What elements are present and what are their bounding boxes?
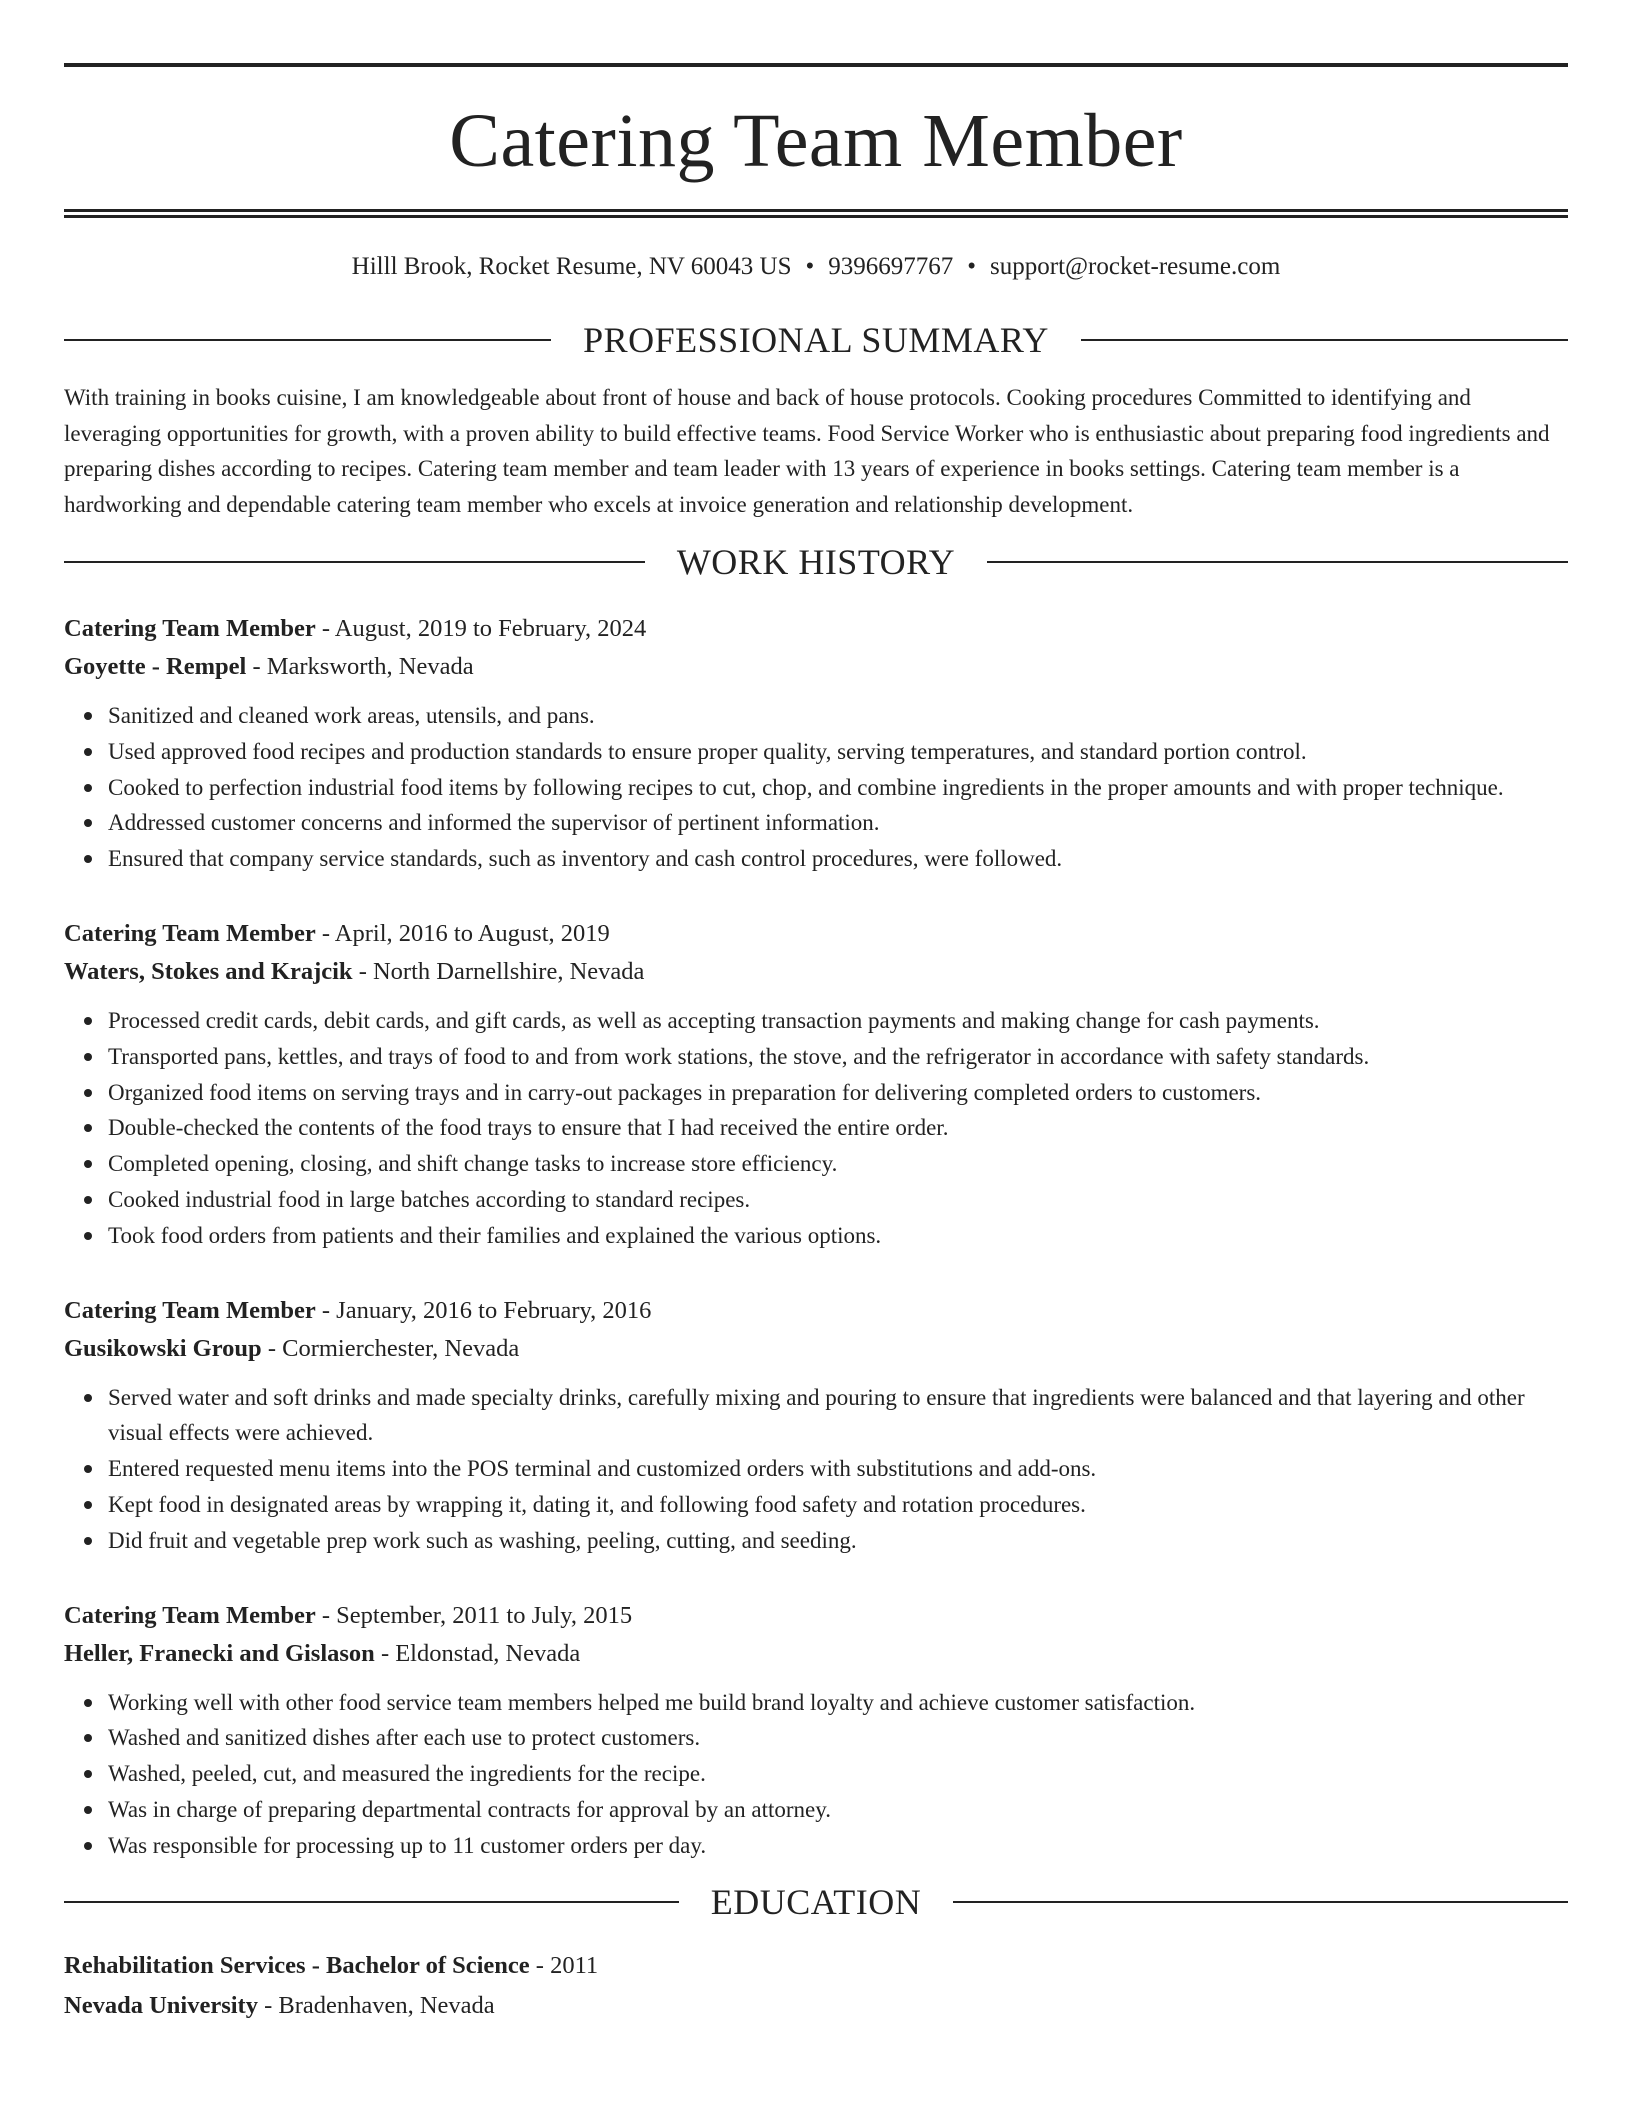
- job-bullet: Transported pans, kettles, and trays of food to and from work stations, the stove, and the refrigerator in accordance with safety standards.: [108, 1039, 1568, 1075]
- resume-title: Catering Team Member: [449, 99, 1183, 183]
- job-company-line: [64, 648, 1568, 686]
- job-bullet: Was in charge of preparing departmental contracts for approval by an attorney.: [108, 1792, 1568, 1828]
- job-bullet: Completed opening, closing, and shift change tasks to increase store efficiency.: [108, 1146, 1568, 1182]
- job-bullet-list: [64, 1003, 1568, 1254]
- job-bullet: Working well with other food service team members helped me build brand loyalty and achieve customer satisfaction.: [108, 1685, 1568, 1721]
- job-company: Waters, Stokes and Krajcik: [64, 957, 353, 985]
- job-bullet: Did fruit and vegetable prep work such as washing, peeling, cutting, and seeding.: [108, 1523, 1568, 1559]
- job-company-line: [64, 1330, 1568, 1368]
- job-bullet-list: [64, 1685, 1568, 1864]
- education-year: - 2011: [529, 1951, 599, 1979]
- job-bullet: Cooked industrial food in large batches according to standard recipes.: [108, 1182, 1568, 1218]
- job-dates: - September, 2011 to July, 2015: [315, 1601, 633, 1629]
- job-entry: [64, 915, 1568, 1254]
- education-degree-line: [64, 1946, 1568, 1986]
- job-company-line: [64, 1635, 1568, 1673]
- job-title: Catering Team Member: [64, 1296, 316, 1324]
- education-school-line: [64, 1986, 1568, 2026]
- job-bullet: Took food orders from patients and their families and explained the various options.: [108, 1218, 1568, 1254]
- section-title: EDUCATION: [710, 1881, 922, 1922]
- job-dates: - January, 2016 to February, 2016: [315, 1296, 652, 1324]
- job-title: Catering Team Member: [64, 1601, 316, 1629]
- job-location: - North Darnellshire, Nevada: [352, 957, 645, 985]
- job-bullet: Addressed customer concerns and informed the supervisor of pertinent information.: [108, 805, 1568, 841]
- job-location: - Eldonstad, Nevada: [374, 1639, 581, 1667]
- job-bullet: Double-checked the contents of the food trays to ensure that I had received the entire order.: [108, 1110, 1568, 1146]
- job-bullet: Cooked to perfection industrial food items by following recipes to cut, chop, and combine ingredients in the proper amounts and with proper technique.: [108, 770, 1568, 806]
- section-rule-left: [64, 339, 551, 341]
- job-bullet: Washed and sanitized dishes after each use to protect customers.: [108, 1720, 1568, 1756]
- job-company: Heller, Franecki and Gislason: [64, 1639, 375, 1667]
- job-bullet-list: [64, 698, 1568, 877]
- education-degree: Rehabilitation Services - Bachelor of Science: [64, 1951, 530, 1979]
- job-bullet: Processed credit cards, debit cards, and gift cards, as well as accepting transaction payments and making change for cash payments.: [108, 1003, 1568, 1039]
- top-rule: [64, 63, 1568, 67]
- section-heading-summary: [64, 322, 1568, 358]
- education-school: Nevada University: [64, 1991, 258, 2019]
- contact-email[interactable]: support@rocket-resume.com: [990, 253, 1281, 280]
- job-company: Gusikowski Group: [64, 1334, 262, 1362]
- contact-phone[interactable]: 9396697767: [828, 253, 954, 280]
- job-bullet: Entered requested menu items into the POS terminal and customized orders with substitutions and add-ons.: [108, 1451, 1568, 1487]
- job-bullet: Ensured that company service standards, such as inventory and cash control procedures, were followed.: [108, 841, 1568, 877]
- title-double-rule: [64, 209, 1568, 218]
- job-bullet: Organized food items on serving trays and in carry-out packages in preparation for delivering completed orders to customers.: [108, 1075, 1568, 1111]
- job-bullet: Sanitized and cleaned work areas, utensils, and pans.: [108, 698, 1568, 734]
- education-location: - Bradenhaven, Nevada: [257, 1991, 495, 2019]
- job-bullet: Kept food in designated areas by wrapping it, dating it, and following food safety and rotation procedures.: [108, 1487, 1568, 1523]
- section-rule-left: [64, 1901, 679, 1903]
- job-title-line: [64, 610, 1568, 648]
- job-bullet: Served water and soft drinks and made specialty drinks, carefully mixing and pouring to ensure that ingredients were balanced and that layering and other visual effects were achieved.: [108, 1380, 1568, 1452]
- job-company-line: [64, 953, 1568, 991]
- job-title: Catering Team Member: [64, 919, 316, 947]
- job-company: Goyette - Rempel: [64, 653, 247, 680]
- section-rule-left: [64, 561, 645, 563]
- job-title-line: [64, 1597, 1568, 1635]
- job-dates: - April, 2016 to August, 2019: [315, 919, 610, 947]
- job-bullet: Used approved food recipes and production standards to ensure proper quality, serving temperatures, and standard portion control.: [108, 734, 1568, 770]
- section-heading-work-history: [64, 544, 1568, 580]
- education-entry: [64, 1946, 1568, 2026]
- contact-separator: •: [805, 253, 815, 280]
- section-rule-right: [1081, 339, 1568, 341]
- job-location: - Cormierchester, Nevada: [261, 1334, 520, 1362]
- job-title: Catering Team Member: [64, 615, 316, 642]
- job-entry: [64, 610, 1568, 877]
- job-dates: - August, 2019 to February, 2024: [315, 615, 647, 642]
- contact-line: [64, 252, 1568, 282]
- summary-text: With training in books cuisine, I am knowledgeable about front of house and back of house protocols. Cooking procedures Committed to identifying and leveraging opportunities for growth, with a proven ability to build effective teams. Food Service Worker who is enthusiastic about preparing food ingredients and preparing dishes according to recipes. Catering team member and team leader with 13 years of experience in books settings. Catering team member is a hardworking and dependable catering team member who excels at invoice generation and relationship development.: [64, 385, 1550, 517]
- job-title-line: [64, 1292, 1568, 1330]
- job-bullet: Washed, peeled, cut, and measured the ingredients for the recipe.: [108, 1756, 1568, 1792]
- job-bullet: Was responsible for processing up to 11 customer orders per day.: [108, 1828, 1568, 1864]
- section-title: WORK HISTORY: [676, 542, 956, 582]
- contact-address: Hilll Brook, Rocket Resume, NV 60043 US: [351, 253, 792, 280]
- section-rule-right: [987, 561, 1568, 563]
- section-heading-education: [64, 1881, 1568, 1922]
- job-entry: [64, 1292, 1568, 1559]
- job-entry: [64, 1597, 1568, 1864]
- section-title: PROFESSIONAL SUMMARY: [583, 320, 1049, 360]
- job-title-line: [64, 915, 1568, 953]
- contact-separator: •: [967, 253, 977, 280]
- job-location: - Marksworth, Nevada: [246, 653, 474, 680]
- job-bullet-list: [64, 1380, 1568, 1559]
- section-rule-right: [953, 1901, 1568, 1903]
